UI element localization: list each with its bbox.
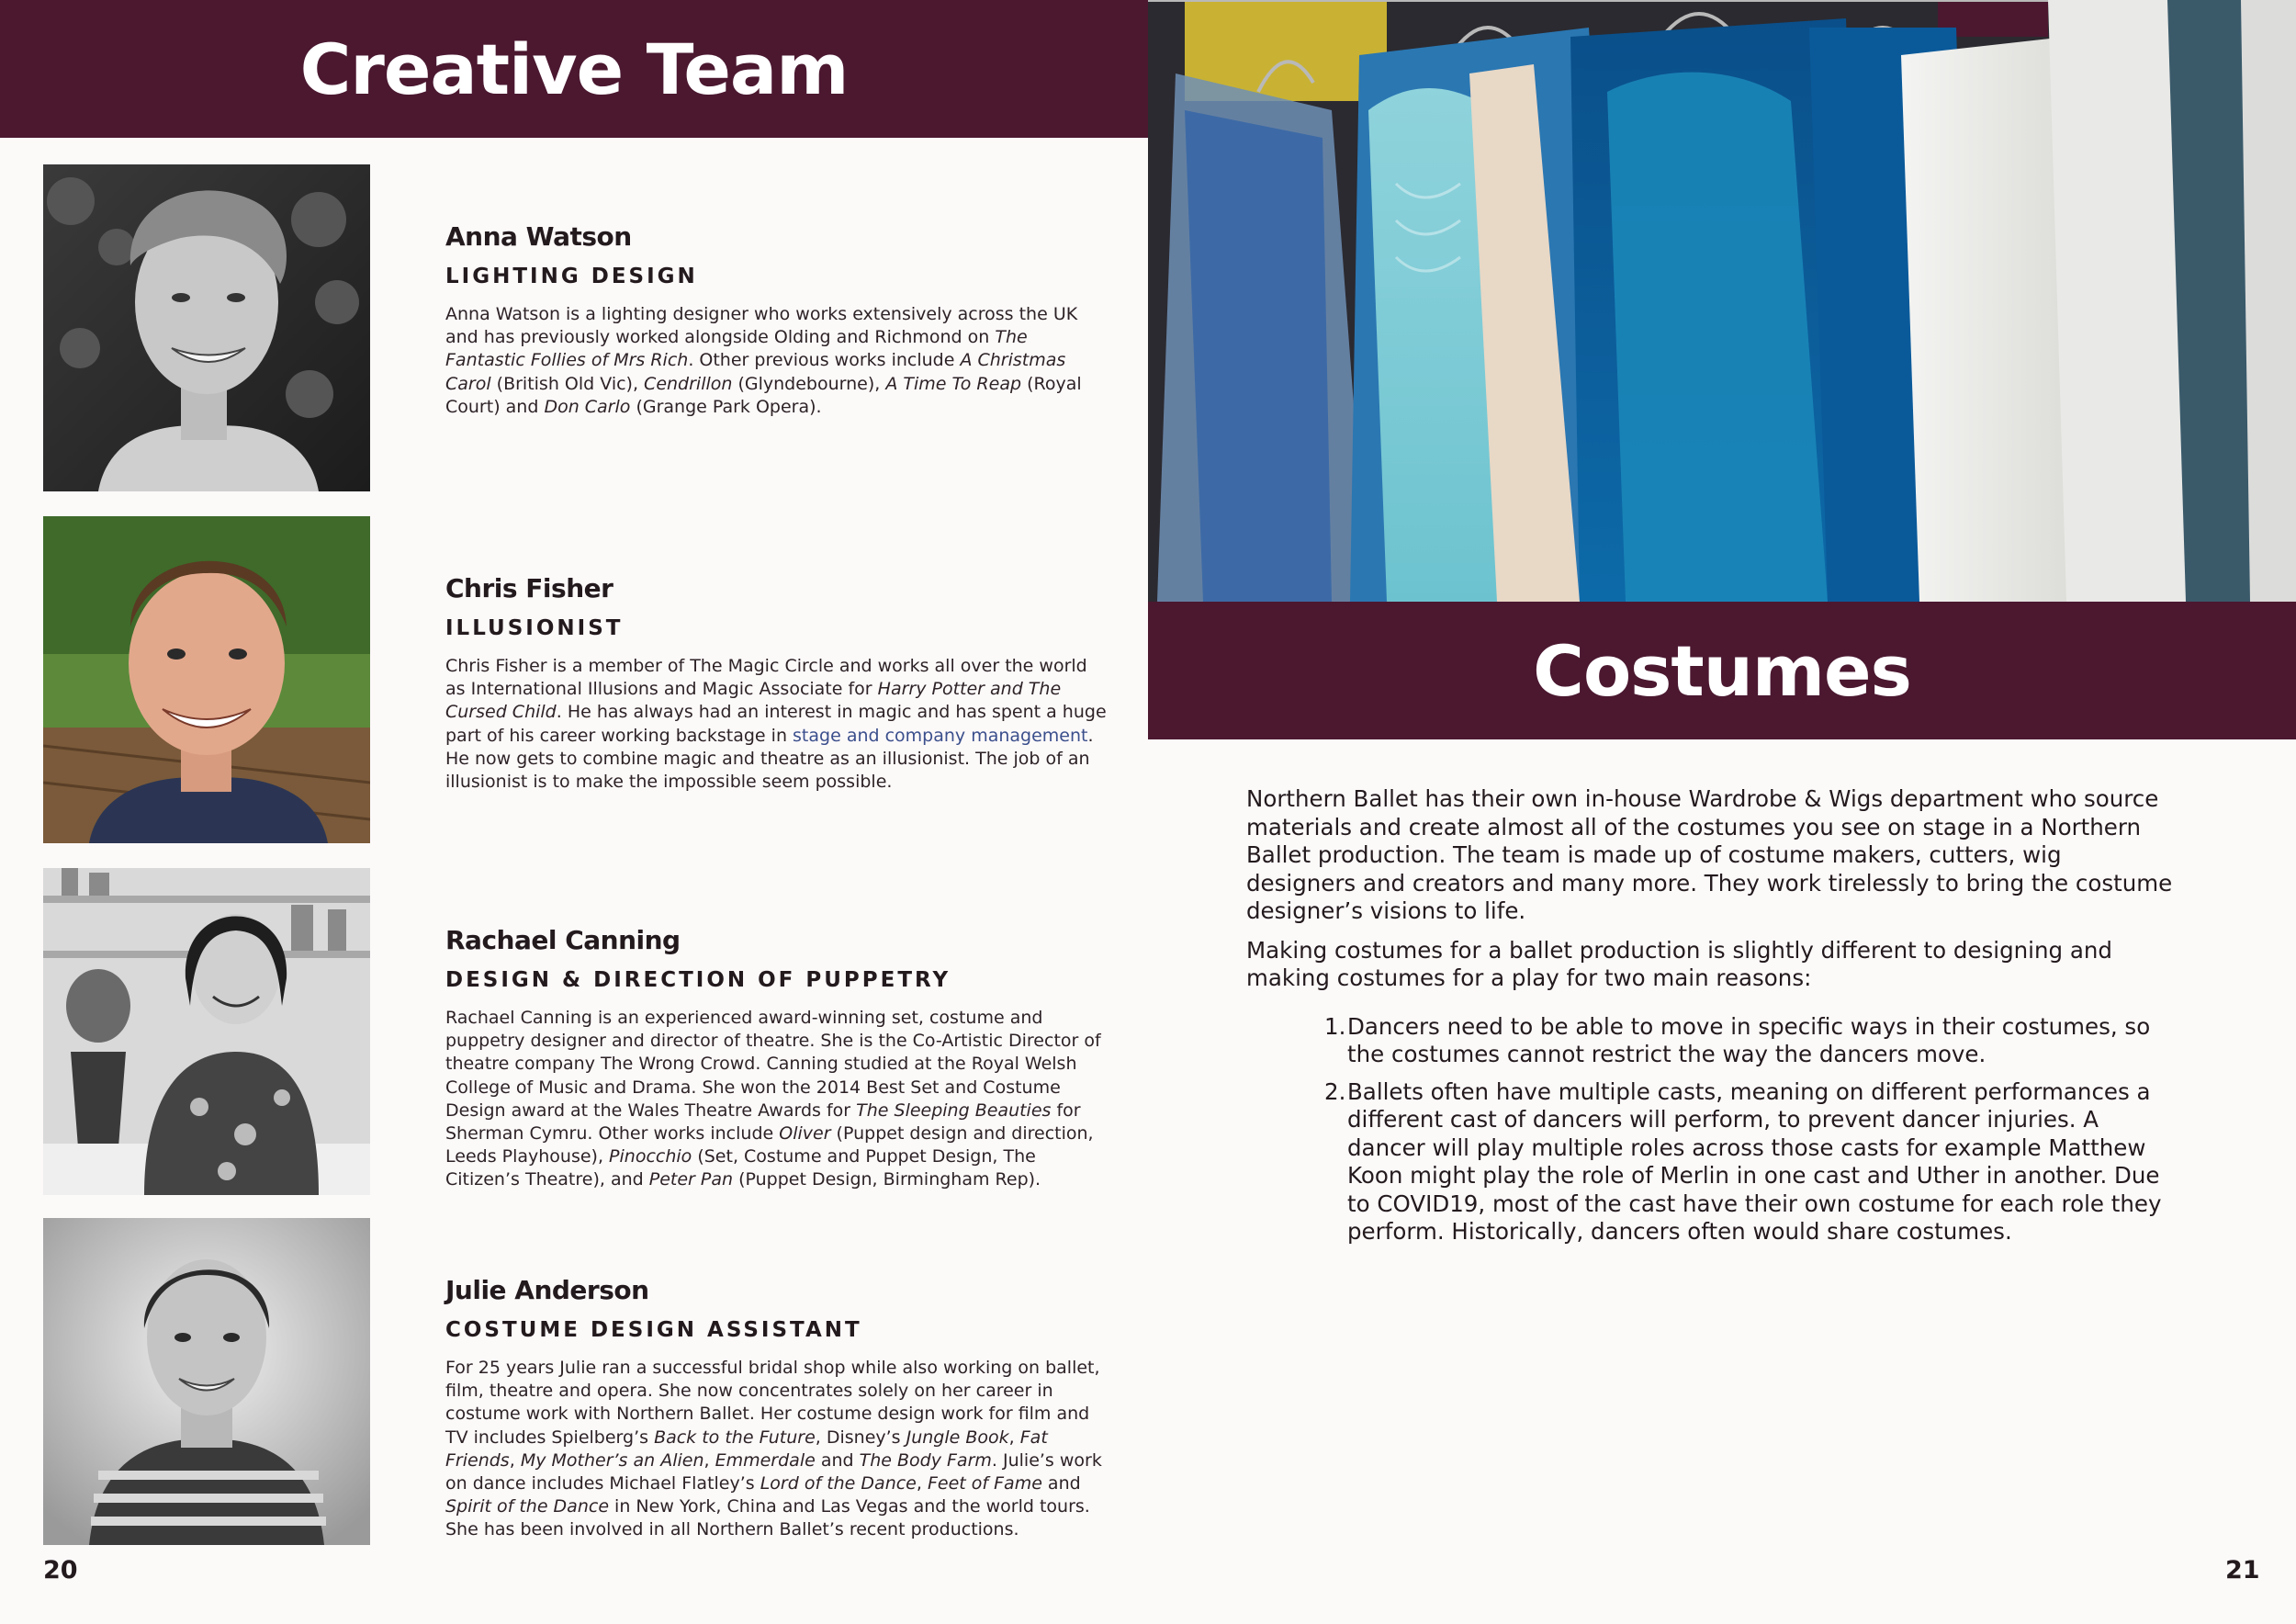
italic-title: A Time To Reap [885,373,1022,394]
bio-text: , [509,1449,521,1471]
bio-text: and [815,1449,860,1471]
member-info [445,1275,1107,1542]
italic-title: Spirit of the Dance [445,1496,610,1517]
italic-title: A Christmas Carol [445,350,1066,394]
italic-title: Harry Potter and The Cursed Child [445,679,1062,723]
member-role: COSTUME DESIGN ASSISTANT [445,1318,862,1342]
costumes-paragraph: Northern Ballet has their own in-house Wardrobe & Wigs department who source materials and create almost all of the costumes you see on stage in a Northern Ballet production. The team is made up of costume makers, cutters, wig designers and creators and many more. They work tirelessly to bring the costume designer’s visions to life. [1246,785,2173,924]
team-member-chris-fisher [0,516,1148,843]
bio-text: (Royal Court) and [445,373,1082,417]
member-info [445,925,1107,1192]
bio-text: For 25 years Julie ran a successful bridal shop while also working on ballet, film, theatre and opera. She now concentrates solely on her career in costume work with Northern Ballet. Her costume design work for film and TV includes Spielberg’s [445,1358,1100,1448]
member-role: DESIGN & DIRECTION OF PUPPETRY [445,968,951,992]
bio-text: Rachael Canning is an experienced award-winning set, costume and puppetry designer and director of theatre. She is the Co-Artistic Director of theatre company The Wrong Crowd. Canning studied at the Royal Welsh College of Music and Drama. She won the 2014 Best Set and Costume Design award at the Wales Theatre Awards for [445,1008,1101,1121]
member-name: Julie Anderson [445,1275,649,1305]
member-info [445,573,1107,794]
list-item-number: 2. [1324,1077,1346,1105]
member-bio [445,1357,1107,1542]
section-title: Costumes [1533,629,1911,712]
italic-title: Cendrillon [644,373,733,394]
costume-rack-image [1148,0,2296,602]
portrait-chris-fisher [43,516,370,843]
team-member-rachael-canning [0,868,1148,1195]
italic-title: Don Carlo [544,396,631,417]
bio-text: (Glyndebourne), [732,373,886,394]
bio-text: and [1041,1473,1081,1494]
italic-title: The Sleeping Beauties [856,1100,1052,1121]
member-info [445,221,1107,419]
bio-text: (Puppet design and direction, Leeds Playhouse), [445,1123,1094,1167]
bio-text: , [916,1473,928,1494]
team-member-anna-watson [0,164,1148,491]
italic-title: My Mother’s an Alien [520,1449,704,1471]
bio-text: . Julie’s work on dance includes Michael Flatley’s [445,1449,1102,1494]
costume-rack-photo [1148,0,2296,602]
italic-title: Jungle Book [906,1427,1009,1448]
bio-text: . Other previous works include [688,350,961,371]
portrait-photo [43,164,370,491]
member-role: ILLUSIONIST [445,616,624,640]
member-role: LIGHTING DESIGN [445,265,698,288]
page-number-right: 21 [2225,1556,2260,1585]
bio-text: (British Old Vic), [490,373,645,394]
bio-text: . He now gets to combine magic and theatre as an illusionist. The job of an illusionist is to make the impossible seem possible. [445,725,1094,793]
bio-text: (Set, Costume and Puppet Design, The Citizen’s Theatre), and [445,1146,1036,1190]
page-title: Creative Team [299,28,849,110]
italic-title: Lord of the Dance [760,1473,917,1494]
bio-text: (Grange Park Opera). [630,396,822,417]
member-bio [445,655,1107,794]
bio-text: . He has always had an interest in magic and has spent a huge part of his career working backstage in [445,702,1107,746]
italic-title: Emmerdale [715,1449,816,1471]
italic-title: Back to the Future [654,1427,816,1448]
member-name: Anna Watson [445,221,632,252]
member-bio [445,303,1107,419]
list-item-text: Ballets often have multiple casts, meaning on different performances a different cast of dancers will perform, to prevent dancer injuries. A dancer will play multiple roles across those casts for example Matthew Koon might play the role of Merlin in one cast and Uther in another. Due to COVID19, most of the cast have their own costume for each role they perform. Historically, dancers often would share costumes. [1347,1077,2162,1245]
portrait-photo [43,868,370,1195]
costumes-body [1246,785,2174,1256]
bio-text: , [1008,1427,1020,1448]
portrait-anna-watson [43,164,370,491]
list-item-number: 1. [1324,1012,1346,1040]
bio-text: , [703,1449,715,1471]
costumes-header [1148,602,2296,739]
portrait-rachael-canning [43,868,370,1195]
team-member-julie-anderson [0,1218,1148,1545]
italic-title: Pinocchio [609,1146,692,1167]
reasons-list [1246,1013,2174,1246]
member-name: Rachael Canning [445,925,681,955]
member-bio [445,1007,1107,1192]
portrait-julie-anderson [43,1218,370,1545]
bio-text: , Disney’s [815,1427,906,1448]
italic-title: The Fantastic Follies of Mrs Rich [445,327,1028,371]
italic-title: Fat Friends [445,1427,1048,1471]
member-name: Chris Fisher [445,573,613,603]
italic-title: Peter Pan [648,1169,734,1190]
portrait-photo [43,1218,370,1545]
costumes-paragraph: Making costumes for a ballet production is slightly different to designing and making costumes for a play for two main reasons: [1246,936,2112,991]
bio-text: Anna Watson is a lighting designer who works extensively across the UK and has previously worked alongside Olding and Richmond on [445,304,1078,348]
bio-text: Chris Fisher is a member of The Magic Circle and works all over the world as International Illusions and Magic Associate for [445,656,1087,700]
page-number-left: 20 [43,1556,78,1585]
portrait-photo [43,516,370,843]
italic-title: The Body Farm [859,1449,992,1471]
bio-text: in New York, China and Las Vegas and the world tours. She has been involved in all Northern Ballet’s recent productions. [445,1496,1090,1540]
italic-title: Oliver [779,1123,831,1145]
list-item [1324,1078,2174,1246]
inline-link[interactable]: stage and company management [793,725,1088,746]
creative-team-header [0,0,1148,138]
list-item [1324,1013,2174,1069]
list-item-text: Dancers need to be able to move in specific ways in their costumes, so the costumes cannot restrict the way the dancers move. [1347,1012,2151,1067]
italic-title: Feet of Fame [927,1473,1042,1494]
bio-text: (Puppet Design, Birmingham Rep). [733,1169,1041,1190]
bio-text: for Sherman Cymru. Other works include [445,1100,1081,1145]
